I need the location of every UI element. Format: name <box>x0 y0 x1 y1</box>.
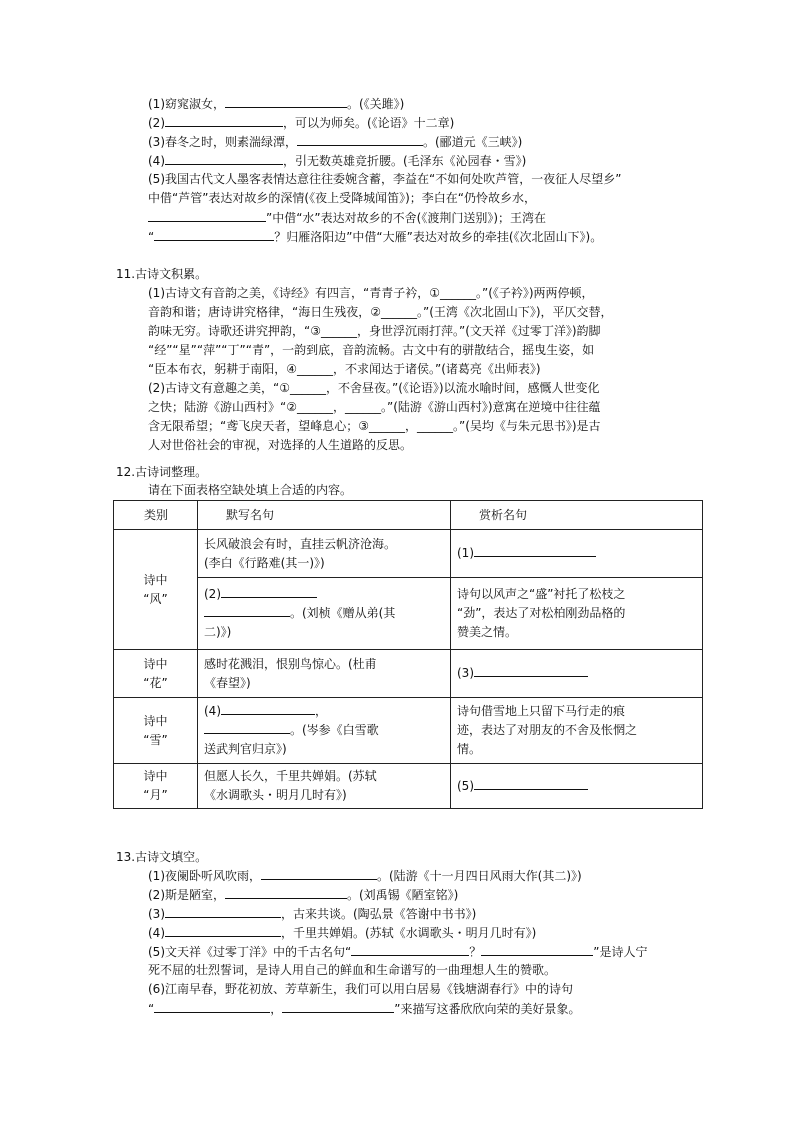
header-recite: 默写名句 <box>198 501 451 530</box>
q13-6-line-1: (6)江南早春，野花初放、芳草新生，我们可以用白居易《钱塘湖春行》中的诗句 <box>148 982 574 996</box>
q10-5-line-4 <box>148 228 602 246</box>
table-row <box>114 530 703 578</box>
q13-item-3 <box>148 905 476 923</box>
table-row <box>114 578 703 650</box>
q10-5-blank-b[interactable] <box>154 228 274 241</box>
q13-item-4 <box>148 924 536 942</box>
moon-quote-line2: 《水调歌头・明月几时有》) <box>204 788 347 802</box>
flower-quote-line2: 《春望》) <box>204 675 251 690</box>
category-wind-line1: 诗中 <box>143 572 168 587</box>
q13-title: 13.古诗文填空。 <box>116 850 208 864</box>
q13-5-text-a: (5)文天祥《过零丁洋》中的千古名句“ <box>148 945 352 959</box>
wind-quote-1-line2: (李白《行路难(其一)》) <box>204 555 325 570</box>
category-flower-line1: 诗中 <box>143 656 168 671</box>
q10-3-text-a: (3)春冬之时，则素湍绿潭， <box>148 135 297 149</box>
q11-line-4: “经”“星”“萍”“丁”“青”，一韵到底，音韵流畅。古文中有的骈散结合，摇曳生姿，如 <box>148 343 595 357</box>
q10-1-text-b: 。(《关雎》) <box>347 97 405 111</box>
q10-2-blank[interactable] <box>165 114 283 127</box>
flower-quote-line1: 感时花溅泪，恨别鸟惊心。(杜甫 <box>204 656 377 671</box>
category-flower-line2: “花” <box>143 675 168 690</box>
q12-title: 12.古诗词整理。 <box>116 465 208 479</box>
snow-quote-source: 。(岑参《白雪歌 <box>290 723 379 737</box>
q13-3-blank[interactable] <box>165 905 281 918</box>
wind-quote-2 <box>198 578 451 650</box>
q13-item-1 <box>148 867 582 885</box>
header-category: 类别 <box>114 501 198 530</box>
q13-6-comma: ， <box>270 1002 283 1016</box>
q10-item-4 <box>148 152 526 170</box>
q13-5-text-c: ”是诗人宁 <box>593 945 648 959</box>
q11-line-6: (2)古诗文有意趣之美，“①______，不舍昼夜。”(《论语》)以流水喻时间，感慨人世变化 <box>148 381 600 395</box>
q11-line-3: 韵味无穷。诗歌还讲究押韵，“③______，身世浮沉雨打萍。”(文天祥《过零丁洋》)韵脚 <box>148 324 601 338</box>
category-snow-line1: 诗中 <box>143 713 168 728</box>
q13-3-text-b: ，古来共谈。(陶弘景《答谢中书书》) <box>281 907 477 921</box>
moon-analysis-label: (5) <box>457 778 474 793</box>
q10-2-text-b: ，可以为师矣。(《论语》十二章) <box>283 116 455 130</box>
q13-2-text-b: 。(刘禹锡《陋室铭》) <box>347 888 459 902</box>
wind-analysis-1-blank[interactable] <box>474 544 596 557</box>
snow-quote-comma: ， <box>315 704 328 718</box>
q10-4-blank[interactable] <box>165 152 283 165</box>
q13-1-text-a: (1)夜阑卧听风吹雨， <box>148 869 261 883</box>
snow-analysis-line2: 迹，表达了对朋友的不舍及怅惘之 <box>457 723 638 737</box>
q10-5-line-4-open: “ <box>148 230 155 244</box>
q11-line-1: (1)古诗文有音韵之美，《诗经》有四言，“青青子衿，①______。”(《子衿》)两两停顿， <box>148 286 594 300</box>
wind-analysis-1-label: (1) <box>457 546 474 560</box>
category-moon <box>114 764 198 809</box>
q12-intro: 请在下面表格空缺处填上合适的内容。 <box>148 483 353 497</box>
wind-analysis-2 <box>451 578 703 650</box>
q13-1-blank[interactable] <box>261 867 377 880</box>
snow-analysis-line1: 诗句借雪地上只留下马行走的痕 <box>457 704 626 718</box>
wind-quote-2-label: (2) <box>204 587 221 601</box>
q13-4-text-b: ，千里共婵娟。(苏轼《水调歌头・明月几时有》) <box>281 926 537 940</box>
category-flower <box>114 650 198 698</box>
wind-quote-1 <box>198 530 451 578</box>
wind-analysis-1 <box>451 530 703 578</box>
category-moon-line2: “月” <box>143 788 168 802</box>
moon-analysis <box>451 764 703 809</box>
table-row <box>114 698 703 764</box>
q13-6-text-c: ”来描写这番欣欣向荣的美好景象。 <box>394 1002 581 1016</box>
wind-quote-1-line1: 长风破浪会有时，直挂云帆济沧海。 <box>204 536 397 551</box>
q10-item-2 <box>148 114 454 132</box>
q13-5-blank-b[interactable] <box>481 943 593 956</box>
moon-quote-line1: 但愿人长久，千里共婵娟。(苏轼 <box>204 769 377 783</box>
q13-item-5 <box>148 943 647 961</box>
q10-item-3 <box>148 133 522 151</box>
snow-quote-source-end: 送武判官归京》) <box>204 742 287 756</box>
snow-quote <box>198 698 451 764</box>
q13-5-blank-a[interactable] <box>351 943 469 956</box>
q11-title: 11.古诗文积累。 <box>116 267 208 281</box>
q11-line-7: 之快；陆游《游山西村》“②______，______。”(陆游《游山西村》)意寓在逆境中往往蕴 <box>148 400 601 414</box>
snow-analysis-line3: 情。 <box>457 742 482 756</box>
snow-analysis <box>451 698 703 764</box>
wind-analysis-2-line3: 赞美之情。 <box>457 625 518 639</box>
q13-6-open: “ <box>148 1002 155 1016</box>
flower-analysis-label: (3) <box>457 666 474 680</box>
wind-quote-2-source-end: 二)》) <box>204 625 232 639</box>
q10-1-text-a: (1)窈窕淑女， <box>148 97 225 111</box>
snow-quote-blank-a[interactable] <box>221 702 315 715</box>
q13-6-blank-b[interactable] <box>282 1000 394 1013</box>
category-wind-line2: “风” <box>143 591 168 606</box>
q13-item-2 <box>148 886 458 904</box>
q13-3-text-a: (3) <box>148 907 165 921</box>
q11-line-8: 含无限希望；“鸢飞戾天者，望峰息心；③______，______。”(吴均《与朱元思书》)是古 <box>148 419 601 433</box>
snow-quote-label: (4) <box>204 704 221 718</box>
q10-5-blank-a[interactable] <box>148 209 266 222</box>
q10-5-line-2: 中借“芦管”表达对故乡的深情(《夜上受降城闻笛》)；李白在“仍怜故乡水， <box>148 191 537 205</box>
table-row <box>114 764 703 809</box>
q10-3-text-b: 。(郦道元《三峡》) <box>423 135 523 149</box>
q13-5-qmark: ？ <box>469 945 482 959</box>
q10-4-text-a: (4) <box>148 154 165 168</box>
flower-quote <box>198 650 451 698</box>
q10-3-blank[interactable] <box>297 133 423 146</box>
q13-5-line-2: 死不屈的壮烈誓词，是诗人用自己的鲜血和生命谱写的一曲理想人生的赞歌。 <box>148 963 557 977</box>
moon-quote <box>198 764 451 809</box>
category-wind <box>114 530 198 650</box>
q11-line-5: “臣本布衣，躬耕于南阳，④______，不求闻达于诸侯。”(诸葛亮《出师表》) <box>148 362 541 376</box>
q13-2-blank[interactable] <box>225 886 347 899</box>
category-moon-line1: 诗中 <box>143 769 168 783</box>
q10-2-text-a: (2) <box>148 116 165 130</box>
moon-analysis-blank[interactable] <box>474 777 588 790</box>
q10-1-blank[interactable] <box>225 95 347 108</box>
wind-quote-2-blank-a[interactable] <box>221 585 317 598</box>
flower-analysis-blank[interactable] <box>474 664 588 677</box>
q13-6-line-2 <box>148 1000 580 1018</box>
q10-5-line-4-text: ？归雁洛阳边”中借“大雁”表达对故乡的牵挂(《次北固山下》)。 <box>274 230 603 244</box>
poetry-table <box>113 500 703 809</box>
q13-4-blank[interactable] <box>165 924 281 937</box>
q11-line-2: 音韵和谐；唐诗讲究格律，“海日生残夜，②______。”(王湾《次北固山下》)，平仄交替， <box>148 305 613 319</box>
snow-quote-blank-b[interactable] <box>204 721 290 734</box>
q10-item-1 <box>148 95 404 113</box>
table-row <box>114 650 703 698</box>
q13-1-text-b: 。(陆游《十一月四日风雨大作(其二)》) <box>377 869 582 883</box>
category-snow <box>114 698 198 764</box>
q10-5-line-3 <box>148 209 546 227</box>
wind-analysis-2-line2: “劲”，表达了对松柏刚劲品格的 <box>457 606 626 620</box>
q10-5-line-1: (5)我国古代文人墨客表情达意往往委婉含蓄，李益在“不如何处吹芦管，一夜征人尽望乡” <box>148 172 622 186</box>
q13-2-text-a: (2)斯是陋室， <box>148 888 225 902</box>
q11-line-9: 人对世俗社会的审视，对选择的人生道路的反思。 <box>148 438 413 452</box>
header-appreciate: 赏析名句 <box>451 501 703 530</box>
table-header-row <box>114 501 703 530</box>
q10-5-line-3-text: ”中借“水”表达对故乡的不舍(《渡荆门送别》)；王湾在 <box>266 211 547 225</box>
category-snow-line2: “雪” <box>143 732 168 747</box>
wind-quote-2-source: 。(刘桢《赠从弟(其 <box>290 606 396 620</box>
wind-quote-2-blank-b[interactable] <box>204 604 290 617</box>
q13-4-text-a: (4) <box>148 926 165 940</box>
q10-4-text-b: ，引无数英雄竞折腰。(毛泽东《沁园春・雪》) <box>283 154 527 168</box>
flower-analysis <box>451 650 703 698</box>
wind-analysis-2-line1: 诗句以风声之“盛”衬托了松枝之 <box>457 587 626 601</box>
q13-6-blank-a[interactable] <box>154 1000 270 1013</box>
